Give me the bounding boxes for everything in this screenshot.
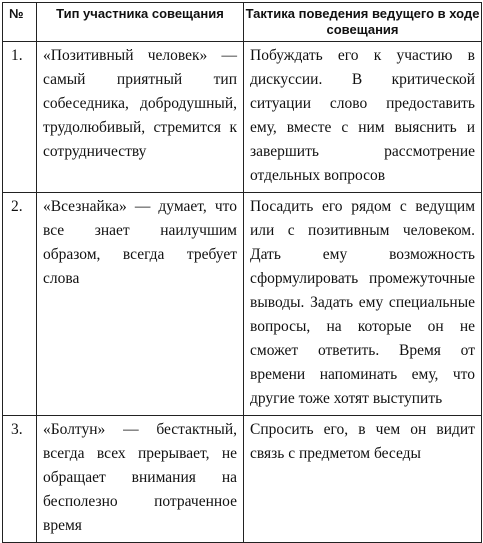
table-row	[3, 193, 482, 416]
table-row	[3, 42, 482, 193]
participant-type-cell	[37, 416, 244, 543]
row-number-cell	[3, 416, 37, 543]
participant-type-text: «Всезнайка» — думает, что все знает наилучшим образом, всегда требует слова	[43, 198, 237, 287]
participant-type-text: «Болтун» — бестактный, всегда всех прерывает, не обращает внимания на бесполезно потраченное время	[43, 421, 237, 534]
row-number: 1.	[11, 47, 23, 64]
header-participant-type-text: Тип участника совещания	[56, 6, 224, 21]
participant-type-text: «Позитивный человек» — самый приятный тип собеседника, добродушный, трудолюбивый, стремится к сотрудничеству	[43, 47, 237, 160]
leader-tactics-cell	[244, 193, 482, 416]
participants-table	[2, 2, 482, 543]
table-row	[3, 416, 482, 543]
header-number-text: №	[9, 6, 24, 21]
leader-tactics-cell	[244, 416, 482, 543]
row-number: 2.	[11, 198, 23, 215]
header-participant-type	[37, 3, 244, 42]
leader-tactics-text: Побуждать его к участию в дискуссии. В критической ситуации слово предоставить ему, вместе с ним выяснить и завершить рассмотрение отдельных вопросов	[250, 47, 475, 184]
leader-tactics-text: Посадить его рядом с ведущим или с позитивным человеком. Дать ему возможность сформулировать промежуточные выводы. Задать ему специальные вопросы, на которые он не сможет ответить. Время от времени напоминать ему, что другие тоже хотят выступить	[250, 198, 475, 407]
table-header-row	[3, 3, 482, 42]
leader-tactics-cell	[244, 42, 482, 193]
header-leader-tactics	[244, 3, 482, 42]
participant-type-cell	[37, 42, 244, 193]
row-number-cell	[3, 193, 37, 416]
row-number: 3.	[11, 421, 23, 438]
leader-tactics-text: Спросить его, в чем он видит связь с предметом беседы	[250, 421, 475, 462]
header-number	[3, 3, 37, 42]
row-number-cell	[3, 42, 37, 193]
header-leader-tactics-text: Тактика поведения ведущего в ходе совещания	[245, 6, 480, 37]
participant-type-cell	[37, 193, 244, 416]
